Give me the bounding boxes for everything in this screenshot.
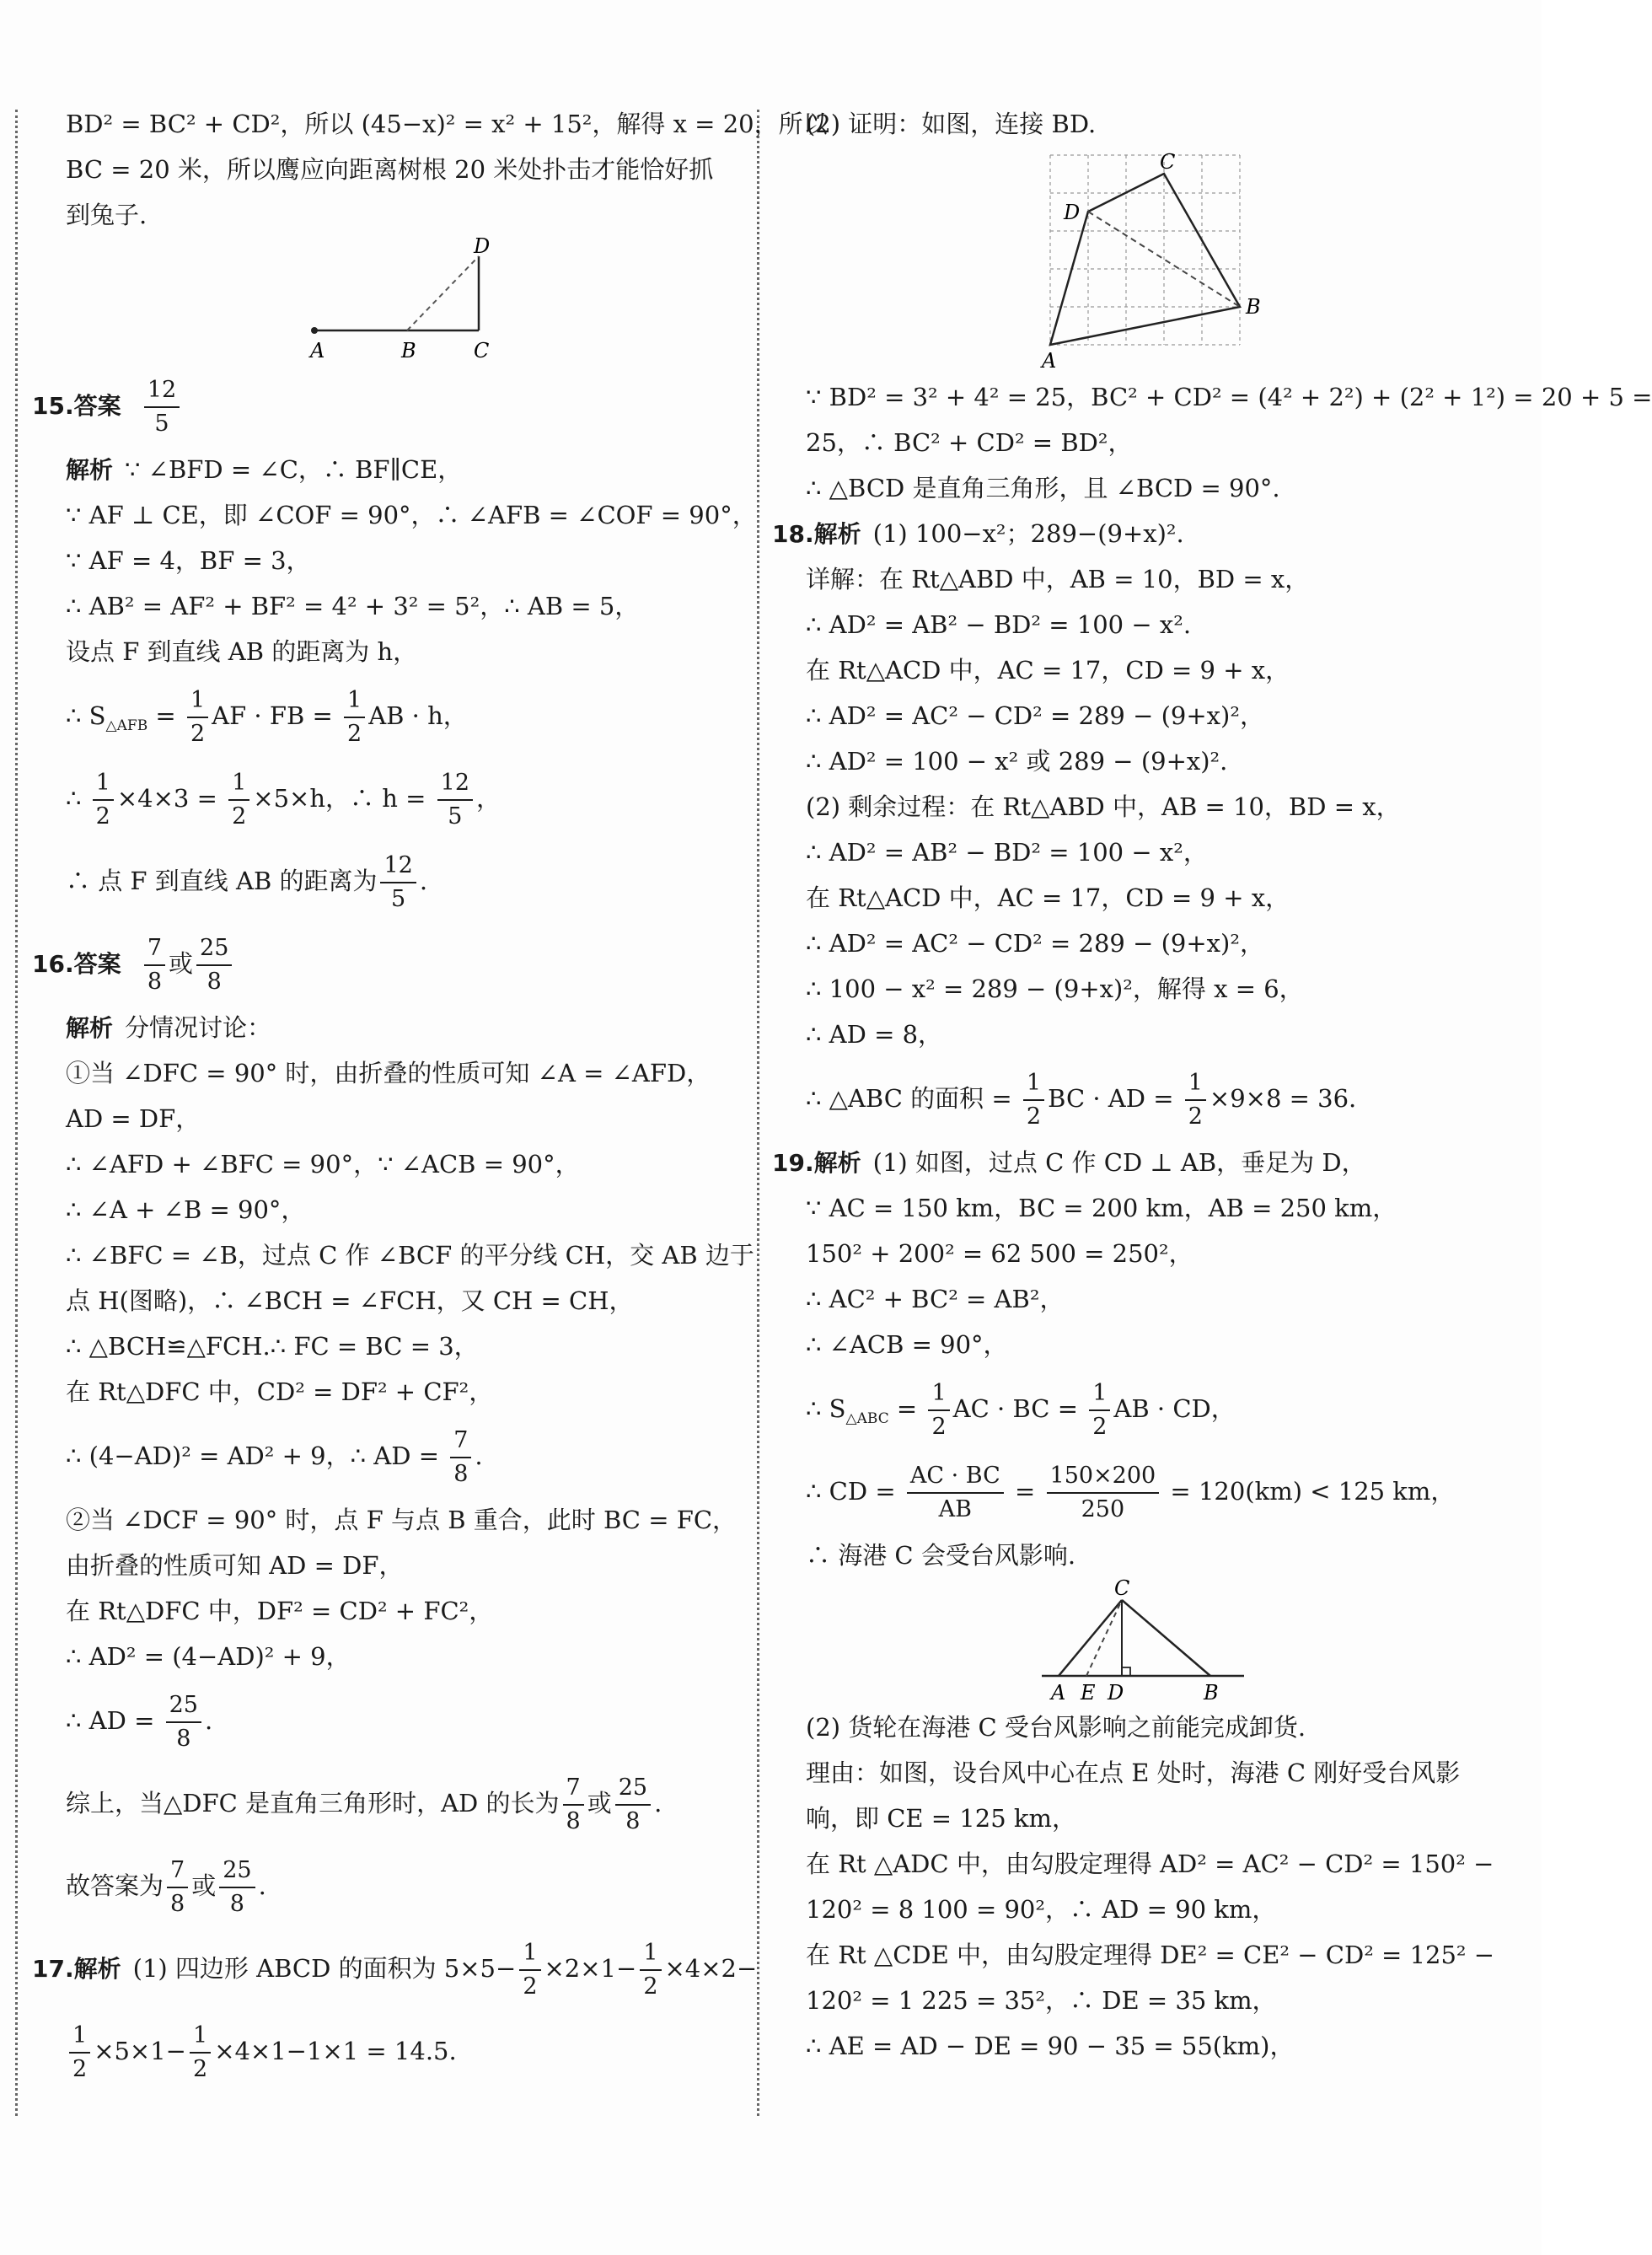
- q18-line-10: ∴ AD² = AC² − CD² = 289 − (9+x)²，: [806, 929, 1264, 958]
- q15-solve-h: ∴ $\frac{1}{2}$ ×4×3 = $\frac{1}{2}$ ×5×h，∴ h = $\frac{12}{5}$ ，: [66, 757, 740, 840]
- q16-answer-line: 16.答案 $\frac{7}{8}$ 或 $\frac{25}{8}$: [32, 922, 740, 1005]
- q16-answer-tag: 答案: [73, 950, 121, 978]
- q16-summary: 综上，当△DFC 是直角三角形时，AD 的长为 $\frac{7}{8}$ 或 $\frac{25}{8}$ .: [66, 1762, 740, 1844]
- q15-conclusion: ∴ 点 F 到直线 AB 的距离为 $\frac{12}{5}$ .: [66, 840, 740, 922]
- q17-line-1: 17.解析 (1) 四边形 ABCD 的面积为 5×5− $\frac{1}{2}$ ×2×1− $\frac{1}{2}$ ×4×2−: [32, 1927, 740, 2010]
- q19-cd: ∴ CD = $\frac{AC \cdot BC}{AB}$ = $\frac{150\times 200}{250}$ = 120(km) < 125 km，: [806, 1450, 1480, 1533]
- q16-line-11: ②当 ∠DCF = 90° 时，点 F 与点 B 重合，此时 BC = FC，: [66, 1506, 738, 1534]
- q16-line-2: ①当 ∠DFC = 90° 时，由折叠的性质可知 ∠A = ∠AFD，: [66, 1059, 711, 1087]
- q19-line-13: 在 Rt △ADC 中，由勾股定理得 AD² = AC² − CD² = 150² −: [806, 1850, 1494, 1878]
- q19-line-17: ∴ AE = AD − DE = 90 − 35 = 55(km)，: [806, 2032, 1295, 2060]
- q15-line-2: ∵ AF ⊥ CE，即 ∠COF = 90°，∴ ∠AFB = ∠COF = 90°，: [66, 501, 757, 529]
- q19-line-4: ∴ AC² + BC² = AB²，: [806, 1285, 1065, 1313]
- q16-eq2: ∴ AD = $\frac{25}{8}$ .: [66, 1679, 740, 1762]
- q16-line-8: ∴ △BCH≌△FCH.∴ FC = BC = 3，: [66, 1332, 479, 1361]
- q19-line-1: 19.解析 (1) 如图，过点 C 作 CD ⊥ AB，垂足为 D，: [772, 1148, 1366, 1177]
- q18-line-2: 详解：在 Rt△ABD 中，AB = 10，BD = x，: [806, 565, 1310, 593]
- q17-proof-line-1: ∵ BD² = 3² + 4² = 25，BC² + CD² = (4² + 2²) + (2² + 1²) = 20 + 5 =: [806, 383, 1652, 411]
- figure-eagle-rabbit: [66, 234, 740, 364]
- q17-part2-line: (2) 证明：如图，连接 BD.: [806, 110, 1097, 138]
- q19-line-15: 在 Rt △CDE 中，由勾股定理得 DE² = CE² − CD² = 125² −: [806, 1941, 1495, 1969]
- q15-line-5: 设点 F 到直线 AB 的距离为 h，: [66, 637, 418, 666]
- q19-number: 19.: [772, 1149, 814, 1177]
- q16-line-14: ∴ AD² = (4−AD)² + 9，: [66, 1642, 351, 1671]
- tri-label-a: A: [1051, 1681, 1066, 1705]
- q15-line-3: ∵ AF = 4，BF = 3，: [66, 546, 311, 575]
- q18-line-5: ∴ AD² = AC² − CD² = 289 − (9+x)²，: [806, 701, 1264, 730]
- q17-proof-line-3: ∴ △BCD 是直角三角形，且 ∠BCD = 90°.: [806, 474, 1280, 502]
- q16-line-9: 在 Rt△DFC 中，CD² = DF² + CF²，: [66, 1377, 494, 1406]
- q15-answer-fraction: $\frac{12}{5}$: [144, 374, 180, 440]
- q19-tag: 解析: [813, 1149, 861, 1177]
- intro-line-2: BC = 20 米，所以鹰应向距离树根 20 米处扑击才能恰好抓: [66, 155, 714, 184]
- tri-label-b: B: [1204, 1681, 1219, 1705]
- q17-line-2: $\frac{1}{2}$ ×5×1− $\frac{1}{2}$ ×4×1−1×1 = 14.5.: [66, 2010, 740, 2092]
- q15-area-formula: ∴ $S_{\triangle AFB}$ = $\frac{1}{2}$ AF · FB = $\frac{1}{2}$ AB · h，: [66, 674, 740, 757]
- tri-label-c: C: [1114, 1576, 1130, 1600]
- tri-label-d: D: [1108, 1681, 1124, 1705]
- q18-area: ∴ △ABC 的面积 = $\frac{1}{2}$ BC · AD = $\frac{1}{2}$ ×9×8 = 36.: [806, 1057, 1480, 1140]
- q19-line-2: ∵ AC = 150 km，BC = 200 km，AB = 250 km，: [806, 1194, 1397, 1222]
- grid-label-d: D: [1064, 201, 1081, 224]
- q19-area: ∴ $S_{\triangle ABC}$ = $\frac{1}{2}$ AC · BC = $\frac{1}{2}$ AB · CD，: [806, 1367, 1480, 1450]
- q16-line-13: 在 Rt△DFC 中，DF² = CD² + FC²，: [66, 1597, 494, 1625]
- fig1-label-d: D: [474, 234, 491, 258]
- q15-analysis-tag: 解析: [66, 456, 114, 484]
- right-column: [772, 101, 1652, 2069]
- q18-line-3: ∴ AD² = AB² − BD² = 100 − x².: [806, 610, 1192, 639]
- q18-tag: 解析: [813, 520, 861, 548]
- q15-line-4: ∴ AB² = AF² + BF² = 4² + 3² = 5²，∴ AB = 5，: [66, 592, 640, 620]
- q19-line-10: (2) 货轮在海港 C 受台风影响之前能完成卸货.: [806, 1713, 1306, 1742]
- q16-line-5: ∴ ∠A + ∠B = 90°，: [66, 1195, 306, 1224]
- intro-line-3: 到兔子.: [66, 201, 148, 229]
- q18-line-6: ∴ AD² = 100 − x² 或 289 − (9+x)².: [806, 747, 1228, 776]
- q19-line-5: ∴ ∠ACB = 90°，: [806, 1330, 1008, 1359]
- q18-line-4: 在 Rt△ACD 中，AC = 17，CD = 9 + x，: [806, 656, 1290, 685]
- q18-line-11: ∴ 100 − x² = 289 − (9+x)²，解得 x = 6，: [806, 974, 1304, 1003]
- q19-line-14: 120² = 8 100 = 90²，∴ AD = 90 km，: [806, 1895, 1277, 1924]
- q18-line-7: (2) 剩余过程：在 Rt△ABD 中，AB = 10，BD = x，: [806, 792, 1401, 821]
- intro-line-1: BD² = BC² + CD²，所以 (45−x)² = x² + 15²，解得 x = 20，所以: [66, 110, 828, 138]
- q16-analysis-line-1: 解析 分情况讨论：: [66, 1013, 272, 1042]
- q19-line-12: 响，即 CE = 125 km，: [806, 1804, 1076, 1833]
- q16-final: 故答案为 $\frac{7}{8}$ 或 $\frac{25}{8}$ .: [66, 1844, 740, 1927]
- q16-line-7: 点 H(图略)，∴ ∠BCH = ∠FCH，又 CH = CH，: [66, 1286, 634, 1315]
- q18-number: 18.: [772, 520, 814, 548]
- figure-grid-quadrilateral: [806, 147, 1480, 374]
- q15-answer-tag: 答案: [73, 392, 121, 420]
- q18-line-8: ∴ AD² = AB² − BD² = 100 − x²，: [806, 838, 1208, 867]
- q15-number: 15.: [32, 392, 74, 420]
- q19-line-16: 120² = 1 225 = 35²，∴ DE = 35 km，: [806, 1986, 1277, 2015]
- q16-line-6: ∴ ∠BFC = ∠B，过点 C 作 ∠BCF 的平分线 CH，交 AB 边于: [66, 1241, 754, 1270]
- q16-eq1: ∴ (4−AD)² = AD² + 9，∴ AD = $\frac{7}{8}$ .: [66, 1415, 740, 1497]
- q16-line-4: ∴ ∠AFD + ∠BFC = 90°，∵ ∠ACB = 90°，: [66, 1150, 580, 1179]
- fig1-label-b: B: [401, 339, 416, 362]
- q16-line-3: AD = DF，: [66, 1104, 201, 1133]
- q15-answer-line: [32, 364, 740, 447]
- q15-analysis-line-1: 解析 ∵ ∠BFD = ∠C，∴ BF∥CE，: [66, 455, 463, 484]
- fig1-label-c: C: [474, 339, 490, 362]
- figure-typhoon-triangle: [806, 1578, 1480, 1705]
- fig1-label-a: A: [310, 339, 325, 362]
- grid-label-b: B: [1246, 295, 1261, 319]
- grid-label-c: C: [1160, 150, 1176, 174]
- q19-line-3: 150² + 200² = 62 500 = 250²，: [806, 1239, 1193, 1268]
- left-margin-dotted-line: [15, 110, 18, 2116]
- q18-line-12: ∴ AD = 8，: [806, 1020, 943, 1049]
- q19-conclusion: ∴ 海港 C 会受台风影响.: [806, 1541, 1076, 1570]
- q16-line-12: 由折叠的性质可知 AD = DF，: [66, 1551, 404, 1580]
- q16-analysis-tag: 解析: [66, 1014, 114, 1042]
- q18-line-9: 在 Rt△ACD 中，AC = 17，CD = 9 + x，: [806, 883, 1290, 912]
- q17-tag: 解析: [73, 1955, 121, 1983]
- column-divider-dotted-line: [757, 110, 759, 2116]
- q17-proof-line-2: 25，∴ BC² + CD² = BD²，: [806, 428, 1133, 457]
- tri-label-e: E: [1081, 1681, 1096, 1705]
- q19-line-11: 理由：如图，设台风中心在点 E 处时，海港 C 刚好受台风影: [806, 1758, 1461, 1787]
- q18-line-1: 18.解析 (1) 100−x²；289−(9+x)².: [772, 519, 1184, 548]
- grid-label-a: A: [1042, 349, 1057, 373]
- q17-number: 17.: [32, 1955, 74, 1983]
- q16-number: 16.: [32, 950, 74, 978]
